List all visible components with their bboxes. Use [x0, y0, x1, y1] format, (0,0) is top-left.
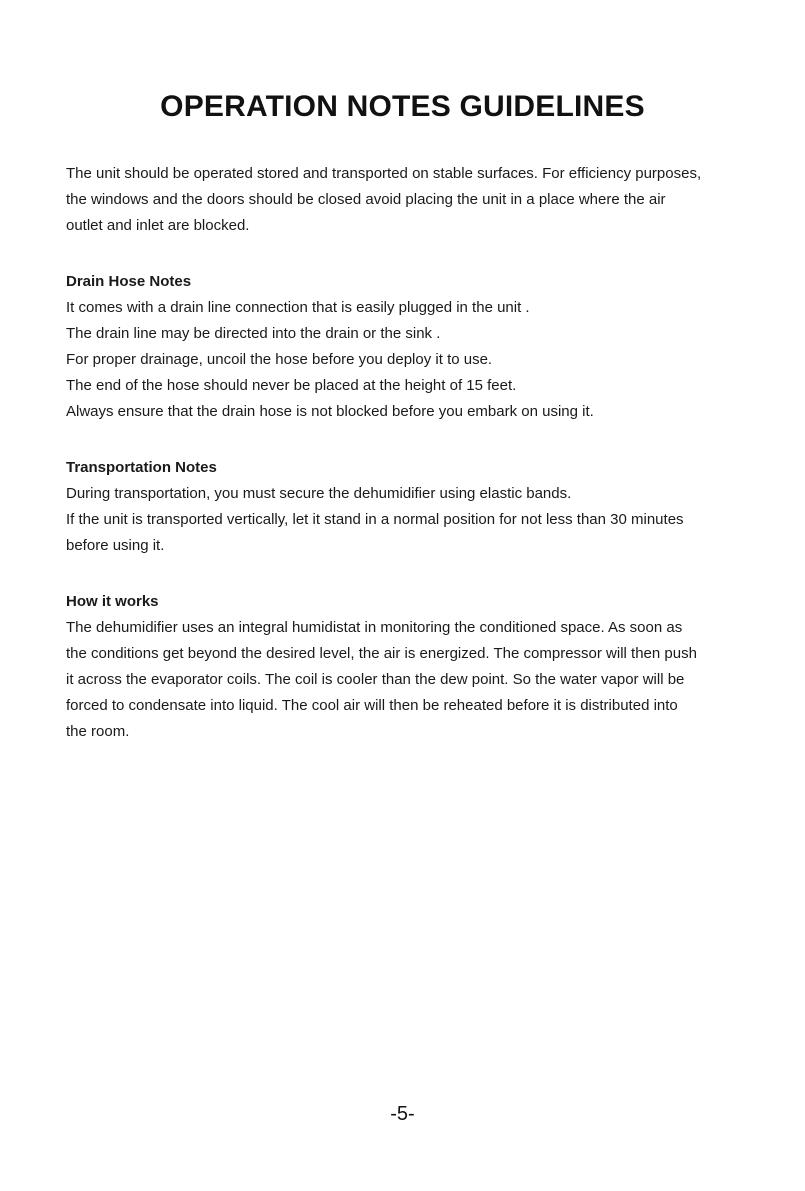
section-heading: How it works	[66, 593, 159, 610]
section-line: The dehumidifier uses an integral humidistat in monitoring the conditioned space. As soon as	[66, 619, 683, 636]
section-line: The end of the hose should never be placed at the height of 15 feet.	[66, 377, 517, 394]
section-line: forced to condensate into liquid. The cool air will then be reheated before it is distributed into	[66, 697, 678, 714]
page-number: -5-	[390, 1103, 415, 1125]
section-line: For proper drainage, uncoil the hose before you deploy it to use.	[66, 351, 493, 368]
section-heading: Drain Hose Notes	[66, 273, 192, 290]
intro-line: The unit should be operated stored and transported on stable surfaces. For efficiency purposes,	[66, 165, 702, 182]
document-body	[66, 161, 786, 775]
section-drain-hose-notes	[66, 269, 786, 425]
section-transportation-notes	[66, 455, 786, 559]
section-line: it across the evaporator coils. The coil is cooler than the dew point. So the water vapor will be	[66, 671, 685, 688]
section-line: During transportation, you must secure the dehumidifier using elastic bands.	[66, 485, 572, 502]
section-heading: Transportation Notes	[66, 459, 217, 476]
intro-line: outlet and inlet are blocked.	[66, 217, 250, 234]
section-line: Always ensure that the drain hose is not blocked before you embark on using it.	[66, 403, 594, 420]
section-line: the room.	[66, 723, 130, 740]
section-how-it-works	[66, 589, 786, 745]
section-line: The drain line may be directed into the drain or the sink .	[66, 325, 441, 342]
section-line: If the unit is transported vertically, let it stand in a normal position for not less than 30 minutes	[66, 511, 684, 528]
section-line: the conditions get beyond the desired level, the air is energized. The compressor will then push	[66, 645, 697, 662]
section-line: It comes with a drain line connection that is easily plugged in the unit .	[66, 299, 530, 316]
page-title: OPERATION NOTES GUIDELINES	[160, 90, 645, 123]
intro-paragraph	[66, 161, 786, 239]
intro-line: the windows and the doors should be closed avoid placing the unit in a place where the air	[66, 191, 666, 208]
section-line: before using it.	[66, 537, 165, 554]
